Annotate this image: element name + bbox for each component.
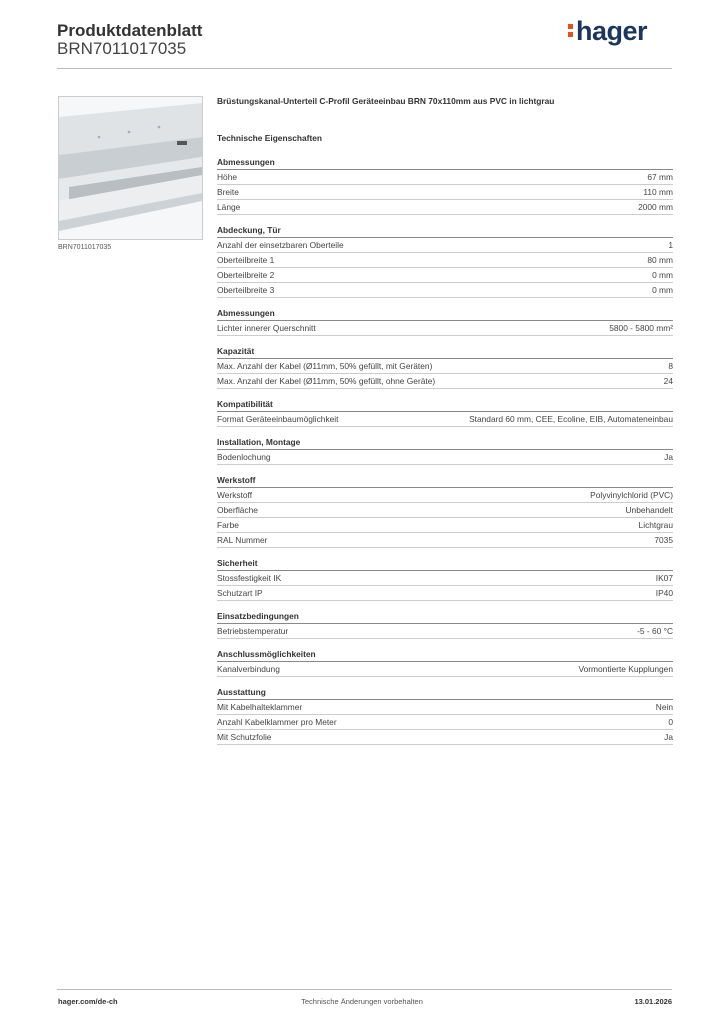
spec-row xyxy=(217,321,673,336)
spec-row xyxy=(217,571,673,586)
spec-value: 1 xyxy=(668,240,673,250)
spec-row xyxy=(217,586,673,601)
spec-row xyxy=(217,283,673,298)
spec-section xyxy=(217,308,673,336)
spec-value: Ja xyxy=(664,732,673,742)
spec-row xyxy=(217,253,673,268)
spec-row xyxy=(217,715,673,730)
spec-label: Länge xyxy=(217,202,241,212)
spec-row xyxy=(217,730,673,745)
spec-label: Lichter innerer Querschnitt xyxy=(217,323,316,333)
header-divider xyxy=(57,68,672,69)
technical-properties-heading: Technische Eigenschaften xyxy=(217,133,323,143)
footer-disclaimer: Technische Änderungen vorbehalten xyxy=(301,997,423,1006)
spec-label: Werkstoff xyxy=(217,490,253,500)
spec-value: 0 xyxy=(668,717,673,727)
spec-label: Kanalverbindung xyxy=(217,664,280,674)
spec-value: IK07 xyxy=(655,573,673,583)
section-heading: Abmessungen xyxy=(217,308,673,321)
spec-value: IP40 xyxy=(655,588,673,598)
spec-label: Anzahl der einsetzbaren Oberteile xyxy=(217,240,344,250)
section-heading: Abmessungen xyxy=(217,157,673,170)
footer-date: 13.01.2026 xyxy=(634,997,672,1006)
spec-value: 2000 mm xyxy=(638,202,673,212)
section-heading: Ausstattung xyxy=(217,687,673,700)
spec-sections xyxy=(217,157,673,745)
spec-label: Höhe xyxy=(217,172,238,182)
spec-row xyxy=(217,359,673,374)
spec-value: 7035 xyxy=(654,535,673,545)
spec-value: -5 - 60 °C xyxy=(637,626,673,636)
spec-label: Mit Kabelhalteklammer xyxy=(217,702,303,712)
spec-row xyxy=(217,412,673,427)
spec-section xyxy=(217,437,673,465)
spec-value: 67 mm xyxy=(647,172,673,182)
spec-value: 110 mm xyxy=(643,187,673,197)
spec-row xyxy=(217,700,673,715)
spec-value: Ja xyxy=(664,452,673,462)
spec-row xyxy=(217,238,673,253)
product-image xyxy=(58,96,203,240)
spec-section xyxy=(217,558,673,601)
spec-value: 8 xyxy=(668,361,673,371)
section-heading: Einsatzbedingungen xyxy=(217,611,673,624)
spec-section xyxy=(217,346,673,389)
spec-value: Lichtgrau xyxy=(638,520,673,530)
spec-row xyxy=(217,185,673,200)
section-heading: Kompatibilität xyxy=(217,399,673,412)
spec-label: Format Geräteeinbaumöglichkeit xyxy=(217,414,339,424)
spec-row xyxy=(217,200,673,215)
page-title: Produktdatenblatt xyxy=(57,21,203,40)
spec-section xyxy=(217,611,673,639)
spec-label: Bodenlochung xyxy=(217,452,271,462)
spec-row xyxy=(217,450,673,465)
article-number: BRN7011017035 xyxy=(57,39,187,58)
footer-divider xyxy=(57,989,672,990)
spec-label: Oberfläche xyxy=(217,505,258,515)
spec-label: Oberteilbreite 2 xyxy=(217,270,275,280)
spec-section xyxy=(217,399,673,427)
spec-label: Stossfestigkeit IK xyxy=(217,573,282,583)
spec-label: Schutzart IP xyxy=(217,588,263,598)
spec-row xyxy=(217,488,673,503)
spec-section xyxy=(217,475,673,548)
spec-label: RAL Nummer xyxy=(217,535,268,545)
spec-section xyxy=(217,225,673,298)
spec-value: Unbehandelt xyxy=(625,505,673,515)
spec-row xyxy=(217,533,673,548)
logo-dots-icon xyxy=(568,21,573,40)
spec-label: Max. Anzahl der Kabel (Ø11mm, 50% gefüllt, mit Geräten) xyxy=(217,361,433,371)
spec-value: 0 mm xyxy=(652,270,673,280)
spec-label: Oberteilbreite 3 xyxy=(217,285,275,295)
spec-section xyxy=(217,687,673,745)
spec-value: 0 mm xyxy=(652,285,673,295)
spec-label: Breite xyxy=(217,187,239,197)
spec-value: 24 xyxy=(663,376,673,386)
spec-value: Nein xyxy=(655,702,673,712)
spec-section xyxy=(217,649,673,677)
footer-website: hager.com/de-ch xyxy=(58,997,118,1006)
spec-label: Mit Schutzfolie xyxy=(217,732,272,742)
spec-row xyxy=(217,268,673,283)
spec-row xyxy=(217,518,673,533)
spec-label: Anzahl Kabelklammer pro Meter xyxy=(217,717,337,727)
spec-value: Vormontierte Kupplungen xyxy=(578,664,673,674)
section-heading: Kapazität xyxy=(217,346,673,359)
spec-row xyxy=(217,170,673,185)
spec-value: 80 mm xyxy=(647,255,673,265)
spec-row xyxy=(217,662,673,677)
image-caption: BRN7011017035 xyxy=(58,244,112,251)
spec-row xyxy=(217,374,673,389)
product-title: Brüstungskanal-Unterteil C-Profil Geräteeinbau BRN 70x110mm aus PVC in lichtgrau xyxy=(217,96,555,106)
spec-value: 5800 - 5800 mm² xyxy=(609,323,673,333)
hager-logo: hager xyxy=(568,16,647,47)
spec-label: Max. Anzahl der Kabel (Ø11mm, 50% gefüllt, ohne Geräte) xyxy=(217,376,436,386)
spec-row xyxy=(217,503,673,518)
spec-section xyxy=(217,157,673,215)
spec-content xyxy=(217,96,673,755)
section-heading: Werkstoff xyxy=(217,475,673,488)
spec-value: Polyvinylchlorid (PVC) xyxy=(590,490,673,500)
section-heading: Sicherheit xyxy=(217,558,673,571)
section-heading: Abdeckung, Tür xyxy=(217,225,673,238)
section-heading: Installation, Montage xyxy=(217,437,673,450)
section-heading: Anschlussmöglichkeiten xyxy=(217,649,673,662)
spec-label: Oberteilbreite 1 xyxy=(217,255,275,265)
spec-value: Standard 60 mm, CEE, Ecoline, EIB, Automateneinbau xyxy=(469,414,673,424)
spec-row xyxy=(217,624,673,639)
spec-label: Betriebstemperatur xyxy=(217,626,289,636)
spec-label: Farbe xyxy=(217,520,239,530)
